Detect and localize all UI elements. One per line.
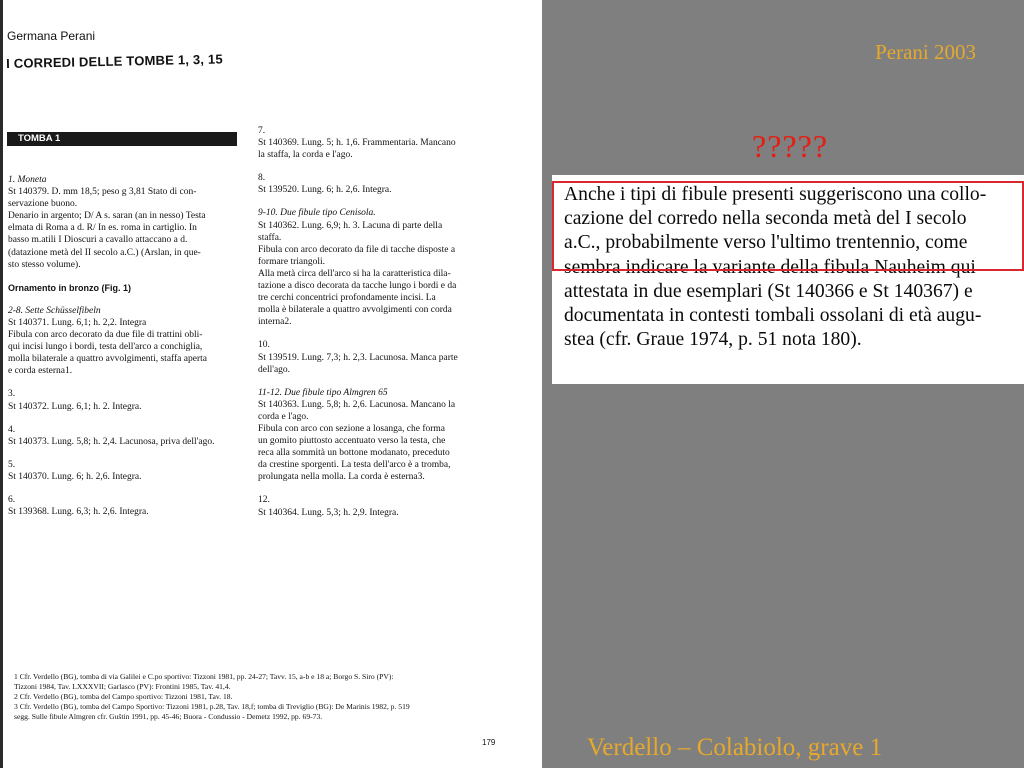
entry-line: sto stesso volume). xyxy=(8,259,81,270)
entry-line: (datazione metà del II secolo a.C.) (Arslan, in que- xyxy=(8,247,201,258)
excerpt-panel xyxy=(552,175,1024,384)
footnote-line: 1 Cfr. Verdello (BG), tomba di via Galilei e C.po sportivo: Tizzoni 1981, pp. 24-27; Tavv. 15, a-b e 18 a; Borgo S. Siro (PV): xyxy=(14,672,394,681)
entry-line: staffa. xyxy=(258,232,282,243)
page-author: Germana Perani xyxy=(7,29,96,43)
entry-block xyxy=(8,424,248,448)
entry-line: 4. xyxy=(8,424,16,435)
excerpt-line: attestata in due esemplari (St 140366 e St 140367) e xyxy=(564,280,973,302)
excerpt-text xyxy=(564,183,1019,352)
entry-line: Ornamento in bronzo (Fig. 1) xyxy=(8,282,131,293)
entry-block xyxy=(8,494,248,518)
entry-line: St 140362. Lung. 6,9; h. 3. Lacuna di parte della xyxy=(258,220,443,231)
question-marks: ????? xyxy=(752,128,829,164)
entry-block xyxy=(8,388,248,412)
left-text-column xyxy=(8,174,248,529)
entry-line: St 140370. Lung. 6; h. 2,6. Integra. xyxy=(8,471,142,482)
entry-line: tazione a disco decorata da tacche lungo i bordi e da xyxy=(258,281,457,292)
entry-line: St 140363. Lung. 5,8; h. 2,6. Lacunosa. Mancano la xyxy=(258,399,456,410)
entry-line: la staffa, la corda e l'ago. xyxy=(258,150,353,161)
entry-block xyxy=(258,172,528,196)
entry-line: molla bilaterale a quattro avvolgimenti, staffa aperta xyxy=(8,354,207,365)
entry-line: St 139519. Lung. 7,3; h. 2,3. Lacunosa. Manca parte xyxy=(258,352,458,363)
entry-line: tre cerchi concentrici profondamente incisi. La xyxy=(258,293,436,304)
entry-line: St 140364. Lung. 5,3; h. 2,9. Integra. xyxy=(258,507,399,518)
entry-line: Fibula con arco decorato da file di tacche disposte a xyxy=(258,244,456,255)
entry-line: da crestine sporgenti. La testa dell'arco è a tromba, xyxy=(258,460,451,471)
entry-block xyxy=(8,459,248,483)
entry-line: 7. xyxy=(258,126,266,136)
entry-line: reca alla sommità un bottone modanato, preceduto xyxy=(258,448,450,459)
footnote-line: segg. Sulle fibule Almgren cfr. Guštin 1991, pp. 45-46; Buora - Condussio - Demetz 1992, pp. 69-73. xyxy=(14,712,323,721)
reference-label: Perani 2003 xyxy=(875,40,976,64)
entry-line: un gomito piuttosto accentuato verso la testa, che xyxy=(258,436,446,447)
entry-line: formare triangoli. xyxy=(258,256,326,267)
entry-block xyxy=(258,387,528,484)
excerpt-line: sembra indicare la variante della fibula Nauheim qui xyxy=(564,256,976,278)
section-label: TOMBA 1 xyxy=(18,133,61,144)
footnote-line: 3 Cfr. Verdello (BG), tomba del Campo Sportivo: Tizzoni 1981, p.28, Tav. 18,f; tomba di Treviglio (BG): De Marinis 1982, p. 519 xyxy=(14,702,410,711)
entry-block xyxy=(258,207,528,328)
entry-line: 3. xyxy=(8,389,16,400)
entry-line: 9-10. Due fibule tipo Cenisola. xyxy=(258,208,376,219)
entry-line: molla è bilaterale a quattro avvolgimenti con corda xyxy=(258,305,452,316)
slide-caption: Verdello – Colabiolo, grave 1 xyxy=(587,734,883,761)
entry-line: St 139368. Lung. 6,3; h. 2,6. Integra. xyxy=(8,507,149,518)
entry-block xyxy=(8,305,248,378)
footnote-line: 2 Cfr. Verdello (BG), tomba del Campo sportivo: Tizzoni 1981, Tav. 18. xyxy=(14,692,233,701)
right-text-column xyxy=(258,125,528,530)
entry-line: interna2. xyxy=(258,317,292,328)
entry-line: servazione buono. xyxy=(8,199,78,210)
excerpt-line: documentata in contesti tombali ossolani di età augu- xyxy=(564,305,982,327)
entry-line: St 140373. Lung. 5,8; h. 2,4. Lacunosa, priva dell'ago. xyxy=(8,436,215,447)
page-number: 179 xyxy=(482,738,496,747)
entry-line: 1. Moneta xyxy=(8,175,47,185)
entry-line: 5. xyxy=(8,459,16,470)
entry-block xyxy=(258,339,528,375)
excerpt-line: stea (cfr. Graue 1974, p. 51 nota 180). xyxy=(564,329,862,351)
scan-binding-edge xyxy=(0,0,3,768)
entry-block xyxy=(8,174,248,271)
entry-block xyxy=(8,282,248,294)
entry-line: e corda esterna1. xyxy=(8,366,73,377)
entry-line: 10. xyxy=(258,340,270,351)
entry-line: Alla metà circa dell'arco si ha la caratteristica dila- xyxy=(258,268,451,279)
entry-line: elmata di Roma a d. R/ In es. roma in cartiglio. In xyxy=(8,223,197,234)
entry-line: Denario in argento; D/ A s. saran (an in nesso) Testa xyxy=(8,211,206,222)
page-title: I CORREDI DELLE TOMBE 1, 3, 15 xyxy=(6,51,223,71)
entry-line: 12. xyxy=(258,495,270,506)
footnotes xyxy=(14,672,410,722)
entry-line: dell'ago. xyxy=(258,364,291,375)
entry-line: St 140369. Lung. 5; h. 1,6. Frammentaria. Mancano xyxy=(258,138,456,149)
entry-line: 2-8. Sette Schüsselfibeln xyxy=(8,305,101,316)
entry-line: St 140371. Lung. 6,1; h. 2,2. Integra xyxy=(8,317,147,328)
entry-block xyxy=(258,125,528,161)
entry-line: 8. xyxy=(258,173,266,184)
excerpt-line: cazione del corredo nella seconda metà del I secolo xyxy=(564,208,967,230)
entry-line: St 139520. Lung. 6; h. 2,6. Integra. xyxy=(258,185,392,196)
excerpt-line: Anche i tipi di fibule presenti suggeriscono una collo- xyxy=(564,184,987,205)
entry-line: qui incisi lungo i bordi, testa dell'arco a conchiglia, xyxy=(8,342,203,353)
entry-line: 11-12. Due fibule tipo Almgren 65 xyxy=(258,387,388,398)
entry-line: Fibula con arco decorato da due file di trattini obli- xyxy=(8,330,203,341)
entry-line: basso m.atili I Dioscuri a cavallo attaccano a d. xyxy=(8,235,188,246)
entry-line: prolungata nella molla. La corda è esterna3. xyxy=(258,472,425,483)
footnote-line: Tizzoni 1984, Tav. LXXXVII; Garlasco (PV): Frontini 1985, Tav. 41,4. xyxy=(14,682,231,691)
entry-line: corda e l'ago. xyxy=(258,411,309,422)
entry-line: 6. xyxy=(8,494,16,505)
excerpt-line: a.C., probabilmente verso l'ultimo trentennio, come xyxy=(564,232,968,254)
entry-block xyxy=(258,494,528,518)
entry-line: St 140379. D. mm 18,5; peso g 3,81 Stato di con- xyxy=(8,187,197,198)
entry-line: Fibula con arco con sezione a losanga, che forma xyxy=(258,423,446,434)
entry-line: St 140372. Lung. 6,1; h. 2. Integra. xyxy=(8,401,142,412)
